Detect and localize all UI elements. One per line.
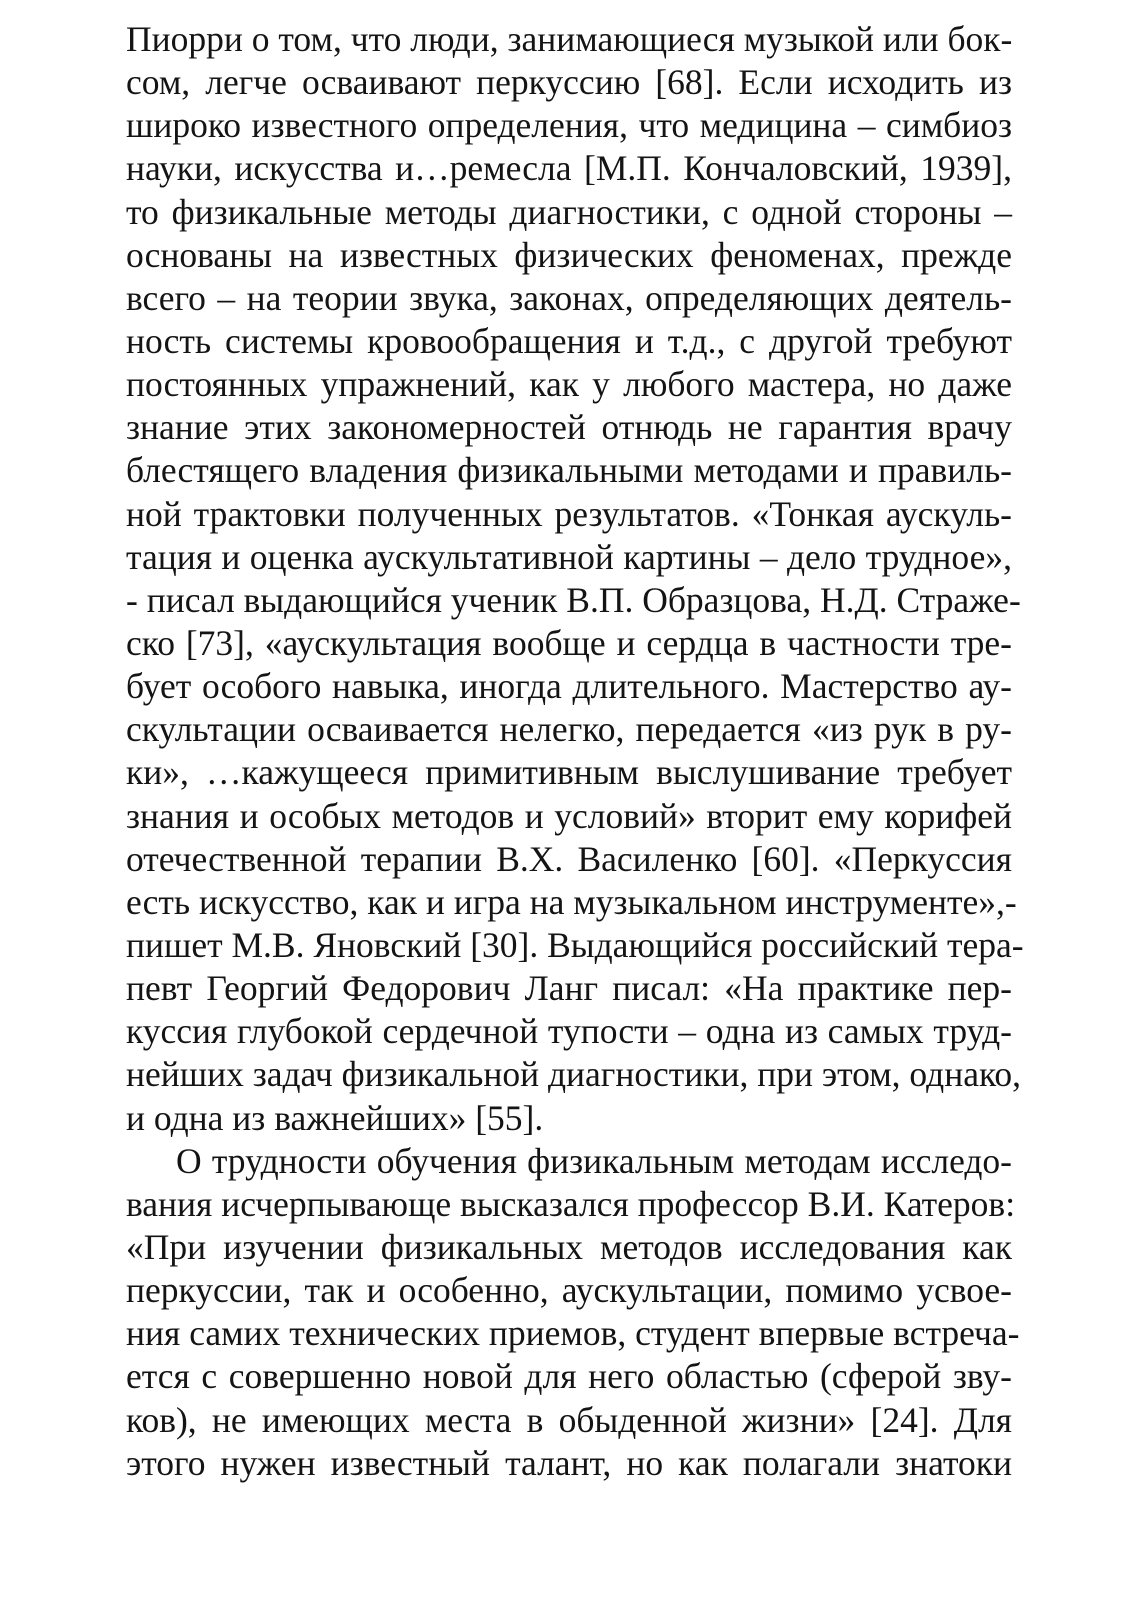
text-line: постоянных упражнений, как у любого мастера, но даже <box>126 364 1012 405</box>
text-line: куссия глубокой сердечной тупости – одна из самых труд- <box>126 1011 1012 1052</box>
text-line: тация и оценка аускультативной картины – дело трудное», <box>126 536 1012 577</box>
text-line: ность системы кровообращения и т.д., с другой требуют <box>126 320 1012 361</box>
text-line: ется с совершенно новой для него областью (сферой зву- <box>126 1356 1012 1397</box>
text-line: то физикальные методы диагностики, с одной стороны – <box>126 191 1012 232</box>
text-line: перкуссии, так и особенно, аускультации, помимо усвое- <box>126 1270 1012 1311</box>
text-line: пишет М.В. Яновский [30]. Выдающийся российский тера- <box>126 924 1024 965</box>
text-line: ния самих технических приемов, студент впервые встреча- <box>126 1313 1020 1354</box>
text-line: широко известного определения, что медицина – симбиоз <box>126 105 1012 146</box>
text-line: ков), не имеющих места в обыденной жизни» [24]. Для <box>126 1399 1012 1440</box>
text-line: этого нужен известный талант, но как полагали знатоки <box>126 1442 1012 1483</box>
text-line: ско [73], «аускультация вообще и сердца в частности тре- <box>126 622 1012 663</box>
text-line: знания и особых методов и условий» вторит ему корифей <box>126 795 1012 836</box>
text-line: и одна из важнейших» [55]. <box>126 1097 544 1138</box>
text-line: бует особого навыка, иногда длительного. Мастерство ау- <box>126 666 1012 707</box>
text-line: всего – на теории звука, законах, определяющих деятель- <box>126 277 1012 318</box>
text-line: сом, легче осваивают перкуссию [68]. Если исходить из <box>126 62 1012 103</box>
text-line: блестящего владения физикальными методами и правиль- <box>126 450 1012 491</box>
text-line: ной трактовки полученных результатов. «Тонкая аускуль- <box>126 493 1012 534</box>
text-line: Пиорри о том, что люди, занимающиеся музыкой или бок- <box>126 19 1013 59</box>
text-line: О трудности обучения физикальным методам исследо- <box>176 1140 1012 1181</box>
text-line: «При изучении физикальных методов исследования как <box>126 1226 1012 1267</box>
text-line: науки, искусства и…ремесла [М.П. Кончаловский, 1939], <box>126 148 1012 189</box>
text-line: отечественной терапии В.Х. Василенко [60]. «Перкуссия <box>126 838 1012 879</box>
text-line: нейших задач физикальной диагностики, при этом, однако, <box>126 1054 1022 1095</box>
text-line: основаны на известных физических феноменах, прежде <box>126 234 1012 275</box>
text-line: есть искусство, как и игра на музыкальном инструменте»,- <box>126 881 1017 922</box>
text-line: певт Георгий Федорович Ланг писал: «На практике пер- <box>126 968 1012 1009</box>
text-line: - писал выдающийся ученик В.П. Образцова, Н.Д. Страже- <box>126 579 1021 620</box>
text-line: ки», …кажущееся примитивным выслушивание требует <box>126 752 1012 793</box>
text-line: знание этих закономерностей отнюдь не гарантия врачу <box>126 407 1012 448</box>
paragraph-1 <box>126 18 1024 1140</box>
paragraph-2 <box>126 1140 1020 1485</box>
text-line: вания исчерпывающе высказался профессор В.И. Катеров: <box>126 1183 1016 1224</box>
text-line: скультации осваивается нелегко, передается «из рук в ру- <box>126 709 1012 750</box>
body-text <box>126 18 1024 1485</box>
